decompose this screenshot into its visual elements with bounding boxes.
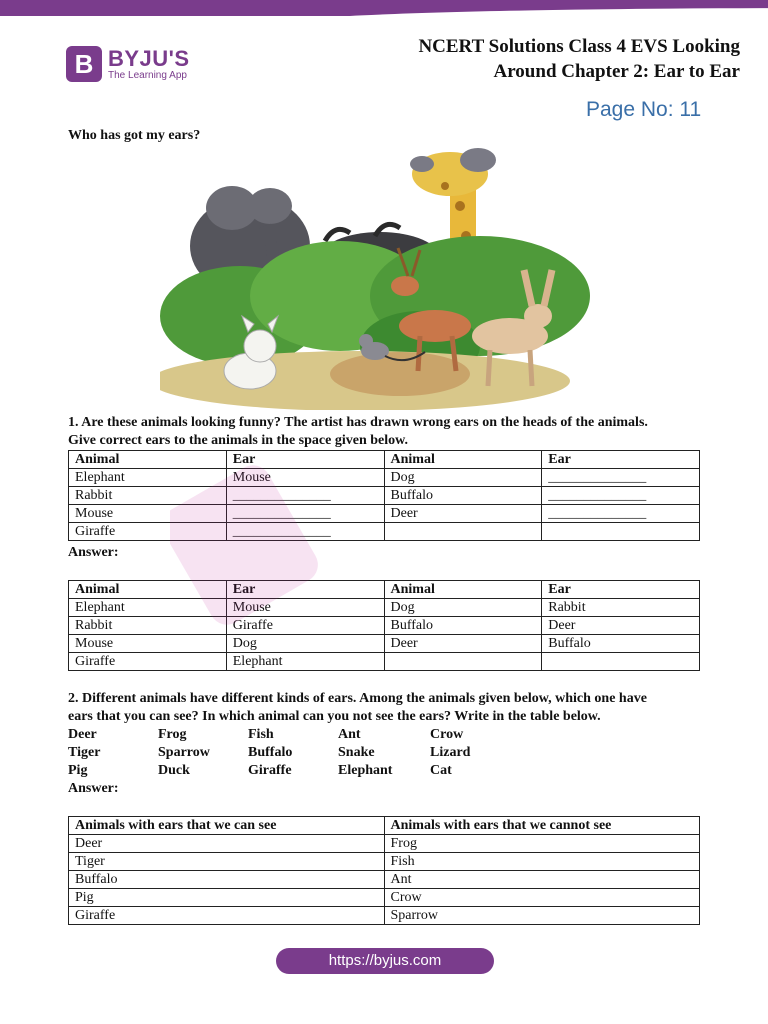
q1-row: [69, 469, 700, 487]
q1-answer-cell: [384, 653, 542, 671]
q1-cell: ______________: [542, 469, 700, 487]
q1-answer-cell: Mouse: [226, 599, 384, 617]
q1-answer-cell: Giraffe: [226, 617, 384, 635]
section-heading: Who has got my ears?: [68, 128, 201, 143]
q2-animal-name: Elephant: [338, 763, 393, 778]
q1-answer-header-cell: Ear: [542, 581, 700, 599]
q2-animal-name: Snake: [338, 745, 375, 760]
q1-row: [69, 523, 700, 541]
q1-answer-cell: Mouse: [69, 635, 227, 653]
q2-animal-name: Cat: [430, 763, 452, 778]
q1-cell: ______________: [226, 505, 384, 523]
q1-cell: Giraffe: [69, 523, 227, 541]
q2-answer-cell: Sparrow: [384, 907, 700, 925]
q1-answer-cell: Dog: [384, 599, 542, 617]
q1-header-cell: Animal: [384, 451, 542, 469]
animals-illustration: [160, 146, 596, 410]
q2-animal-name: Tiger: [68, 745, 101, 760]
q1-answer-cell: Elephant: [226, 653, 384, 671]
q1-answer-header-cell: Animal: [384, 581, 542, 599]
q2-answer-cell: Deer: [69, 835, 385, 853]
q1-answer-cell: Giraffe: [69, 653, 227, 671]
q2-answer-header-cell: Animals with ears that we can see: [69, 817, 385, 835]
q1-answer-row: [69, 599, 700, 617]
q2-answer-row: [69, 889, 700, 907]
q2-answer-cell: Buffalo: [69, 871, 385, 889]
q2-animal-name: Pig: [68, 763, 88, 778]
q2-answer-cell: Pig: [69, 889, 385, 907]
q1-cell: Buffalo: [384, 487, 542, 505]
q1-cell: Elephant: [69, 469, 227, 487]
q2-answer-cell: Tiger: [69, 853, 385, 871]
q1-answer-label: Answer:: [68, 545, 119, 560]
q1-answer-row: [69, 617, 700, 635]
footer-url-link[interactable]: https://byjus.com: [276, 948, 494, 974]
q1-answer-table: [68, 580, 700, 671]
byjus-logo: [66, 46, 206, 86]
q1-answer-cell: Deer: [542, 617, 700, 635]
logo-badge-icon: B: [66, 46, 102, 82]
q2-answer-cell: Frog: [384, 835, 700, 853]
q1-cell: [384, 523, 542, 541]
q1-cell: Mouse: [69, 505, 227, 523]
q1-cell: ______________: [226, 487, 384, 505]
logo-tagline: The Learning App: [108, 70, 187, 81]
q2-animal-name: Lizard: [430, 745, 471, 760]
q2-answer-cell: Fish: [384, 853, 700, 871]
q2-answer-cell: Giraffe: [69, 907, 385, 925]
q2-animal-name: Sparrow: [158, 745, 210, 760]
q1-header-cell: Animal: [69, 451, 227, 469]
page-title: NCERT Solutions Class 4 EVS Looking Around Chapter 2: Ear to Ear: [418, 36, 740, 82]
q1-cell: ______________: [226, 523, 384, 541]
q1-answer-header-row: [69, 581, 700, 599]
q1-header-row: [69, 451, 700, 469]
q2-answer-row: [69, 835, 700, 853]
q1-question-table: [68, 450, 700, 541]
q1-text: 1. Are these animals looking funny? The artist has drawn wrong ears on the heads of the animals. Give correct ears to the animals in the space given below.: [68, 415, 648, 448]
q2-animal-name: Duck: [158, 763, 190, 778]
q2-animal-name: Frog: [158, 727, 187, 742]
q1-cell: [542, 523, 700, 541]
q2-answer-row: [69, 907, 700, 925]
q1-cell: Rabbit: [69, 487, 227, 505]
top-banner: [0, 0, 768, 20]
q1-header-cell: Ear: [226, 451, 384, 469]
q1-answer-cell: Rabbit: [69, 617, 227, 635]
q1-answer-header-cell: Animal: [69, 581, 227, 599]
q1-answer-cell: Buffalo: [384, 617, 542, 635]
q1-answer-row: [69, 653, 700, 671]
q2-answer-label: Answer:: [68, 781, 119, 796]
q1-answer-cell: Buffalo: [542, 635, 700, 653]
q1-row: [69, 505, 700, 523]
q2-answer-header-row: [69, 817, 700, 835]
q2-animal-name: Giraffe: [248, 763, 292, 778]
q1-answer-cell: Dog: [226, 635, 384, 653]
q2-answer-row: [69, 871, 700, 889]
q1-answer-header-cell: Ear: [226, 581, 384, 599]
q1-answer-row: [69, 635, 700, 653]
q1-row: [69, 487, 700, 505]
q1-cell: ______________: [542, 505, 700, 523]
q2-answer-header-cell: Animals with ears that we cannot see: [384, 817, 700, 835]
q2-answer-table: [68, 816, 700, 925]
q1-answer-cell: [542, 653, 700, 671]
page-number: Page No: 11: [586, 98, 702, 121]
q2-answer-cell: Crow: [384, 889, 700, 907]
logo-brand: BYJU'S: [108, 46, 190, 71]
q2-answer-cell: Ant: [384, 871, 700, 889]
q1-cell: Deer: [384, 505, 542, 523]
q1-cell: ______________: [542, 487, 700, 505]
q2-answer-row: [69, 853, 700, 871]
q1-header-cell: Ear: [542, 451, 700, 469]
q2-animal-name: Buffalo: [248, 745, 293, 760]
q2-animal-name: Deer: [68, 727, 97, 742]
q2-animal-name: Fish: [248, 727, 274, 742]
q1-answer-cell: Deer: [384, 635, 542, 653]
q1-answer-cell: Rabbit: [542, 599, 700, 617]
q1-cell: Mouse: [226, 469, 384, 487]
q2-text: 2. Different animals have different kinds of ears. Among the animals given below, which one have ears that you can see? In which animal can you not see the ears? Write in the table below.: [68, 691, 647, 724]
q2-animal-name: Ant: [338, 727, 361, 742]
q2-animal-name: Crow: [430, 727, 464, 742]
q1-answer-cell: Elephant: [69, 599, 227, 617]
q1-cell: Dog: [384, 469, 542, 487]
